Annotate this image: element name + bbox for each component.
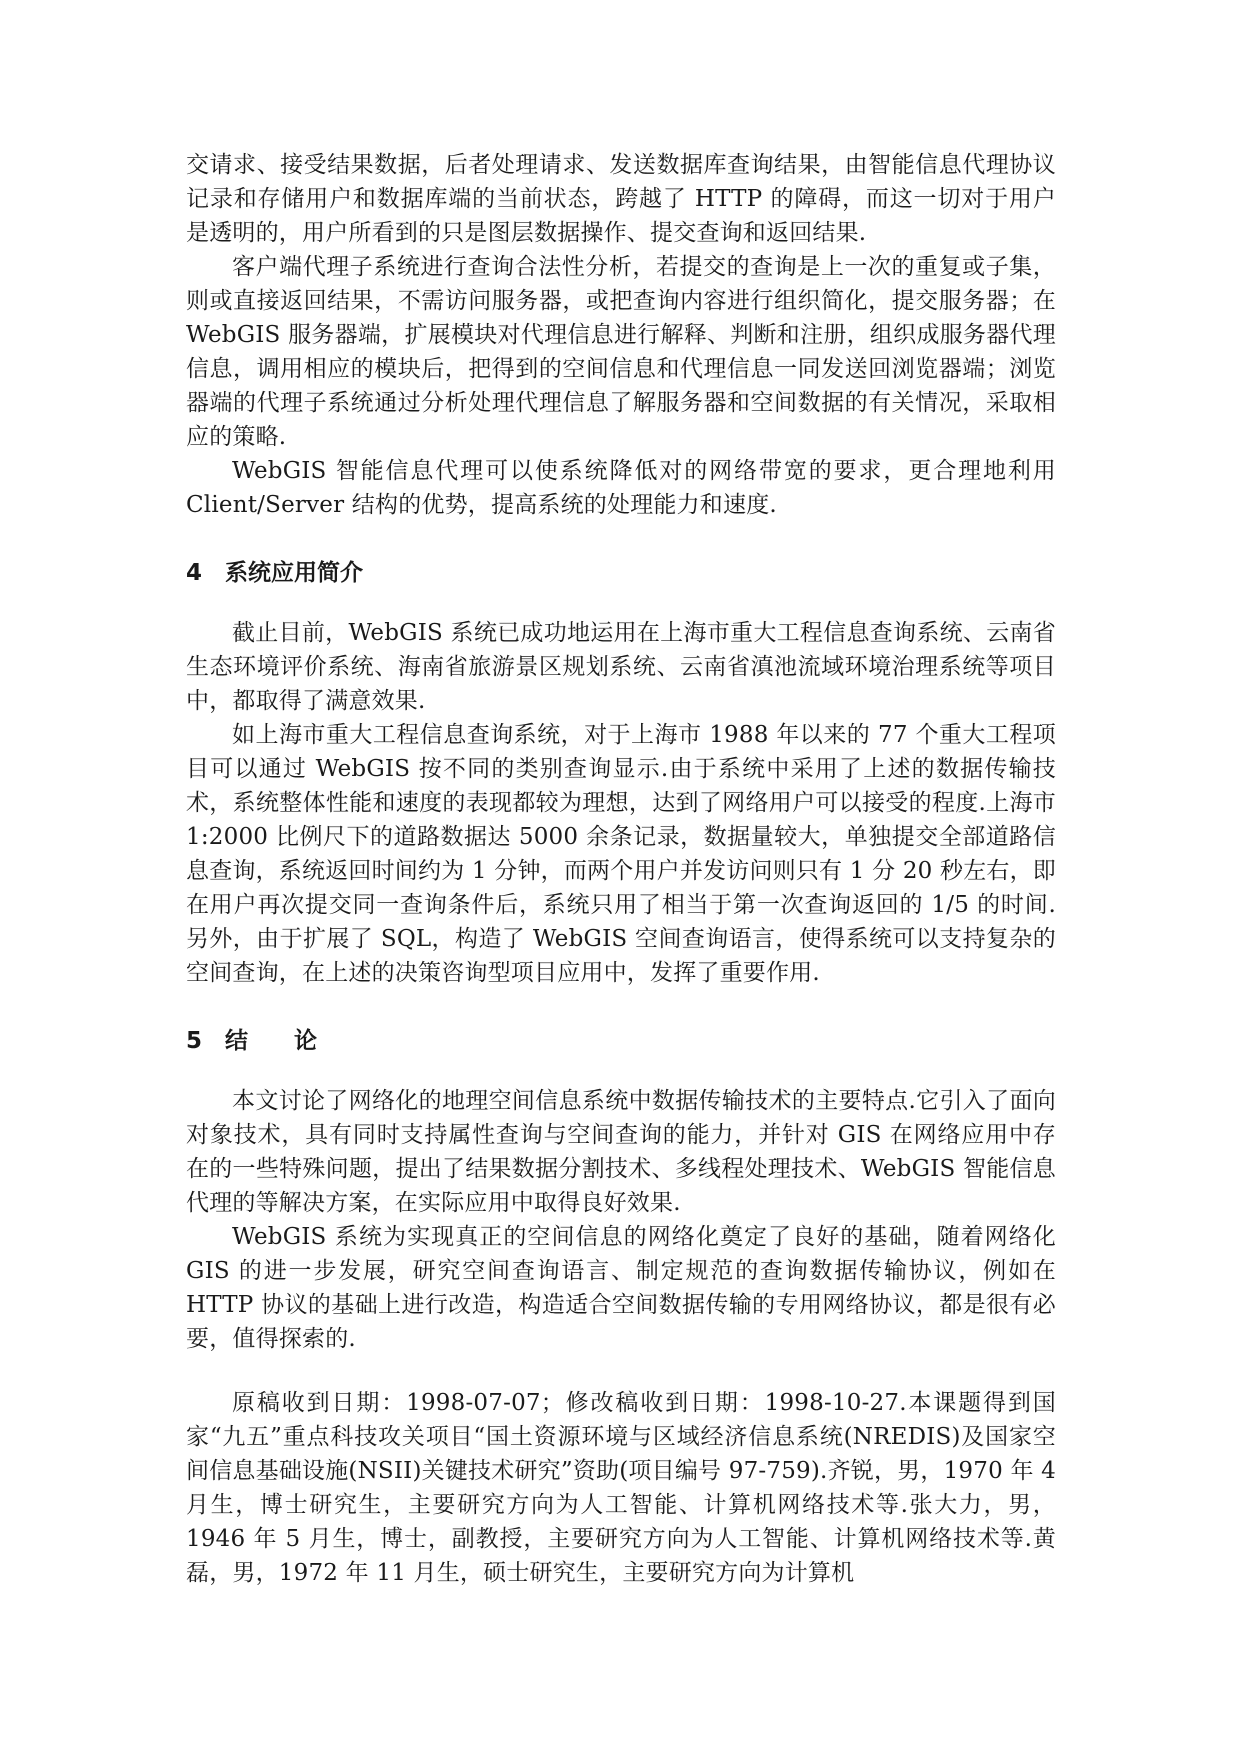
- agent-paragraph: 客户端代理子系统进行查询合法性分析，若提交的查询是上一次的重复或子集，则或直接返回结果，不需访问服务器，或把查询内容进行组织简化，提交服务器；在 WebGIS 服务器端，扩展模块对代理信息进行解释、判断和注册，组织成服务器代理信息，调用相应的模块后，把得到的空间信息和代理信息一同发送回浏览器端；浏览器端的代理子系统通过分析处理代理信息了解服务器和空间数据的有关情况，采取相应的策略.: [186, 254, 1056, 450]
- section-spacer: [186, 1058, 1056, 1084]
- section-spacer: [186, 590, 1056, 616]
- section-5-heading: 5 结 论: [186, 1028, 318, 1054]
- section-5-paragraph-1: 本文讨论了网络化的地理空间信息系统中数据传输技术的主要特点.它引入了面向对象技术，具有同时支持属性查询与空间查询的能力，并针对 GIS 在网络应用中存在的一些特殊问题，提出了结果数据分割技术、多线程处理技术、WebGIS 智能信息代理的等解决方案，在实际应用中取得良好效果.: [186, 1088, 1056, 1216]
- section-spacer: [186, 522, 1056, 556]
- section-4-paragraph-2: 如上海市重大工程信息查询系统，对于上海市 1988 年以来的 77 个重大工程项目可以通过 WebGIS 按不同的类别查询显示.由于系统中采用了上述的数据传输技术，系统整体性能和速度的表现都较为理想，达到了网络用户可以接受的程度.上海市 1:2000 比例尺下的道路数据达 5000 余条记录，数据量较大，单独提交全部道路信息查询，系统返回时间约为 1 分钟，而两个用户并发访问则只有 1 分 20 秒左右，即在用户再次提交同一查询条件后，系统只用了相当于第一次查询返回的 1/5 的时间.另外，由于扩展了 SQL，构造了 WebGIS 空间查询语言，使得系统可以支持复杂的空间查询，在上述的决策咨询型项目应用中，发挥了重要作用.: [186, 722, 1056, 986]
- footnote-paragraph: 原稿收到日期：1998-07-07；修改稿收到日期：1998-10-27.本课题得到国家“九五”重点科技攻关项目“国土资源环境与区域经济信息系统(NREDIS)及国家空间信息基础设施(NSII)关键技术研究”资助(项目编号 97-759).齐锐，男，1970 年 4 月生，博士研究生，主要研究方向为人工智能、计算机网络技术等.张大力，男，1946 年 5 月生，博士，副教授，主要研究方向为人工智能、计算机网络技术等.黄磊，男，1972 年 11 月生，硕士研究生，主要研究方向为计算机: [186, 1390, 1056, 1586]
- paper-page: [186, 148, 1056, 1590]
- section-4-paragraph-1: 截止目前，WebGIS 系统已成功地运用在上海市重大工程信息查询系统、云南省生态环境评价系统、海南省旅游景区规划系统、云南省滇池流域环境治理系统等项目中，都取得了满意效果.: [186, 620, 1056, 714]
- section-spacer: [186, 990, 1056, 1024]
- section-5-paragraph-2: WebGIS 系统为实现真正的空间信息的网络化奠定了良好的基础，随着网络化 GIS 的进一步发展，研究空间查询语言、制定规范的查询数据传输协议，例如在 HTTP 协议的基础上进行改造，构造适合空间数据传输的专用网络协议，都是很有必要，值得探索的.: [186, 1224, 1056, 1352]
- bandwidth-paragraph: WebGIS 智能信息代理可以使系统降低对的网络带宽的要求，更合理地利用 Client/Server 结构的优势，提高系统的处理能力和速度.: [186, 458, 1056, 518]
- continuation-paragraph: 交请求、接受结果数据，后者处理请求、发送数据库查询结果，由智能信息代理协议记录和存储用户和数据库端的当前状态，跨越了 HTTP 的障碍，而这一切对于用户是透明的，用户所看到的只是图层数据操作、提交查询和返回结果.: [186, 152, 1056, 246]
- section-4-heading: 4 系统应用简介: [186, 560, 364, 586]
- footnote-spacer: [186, 1356, 1056, 1386]
